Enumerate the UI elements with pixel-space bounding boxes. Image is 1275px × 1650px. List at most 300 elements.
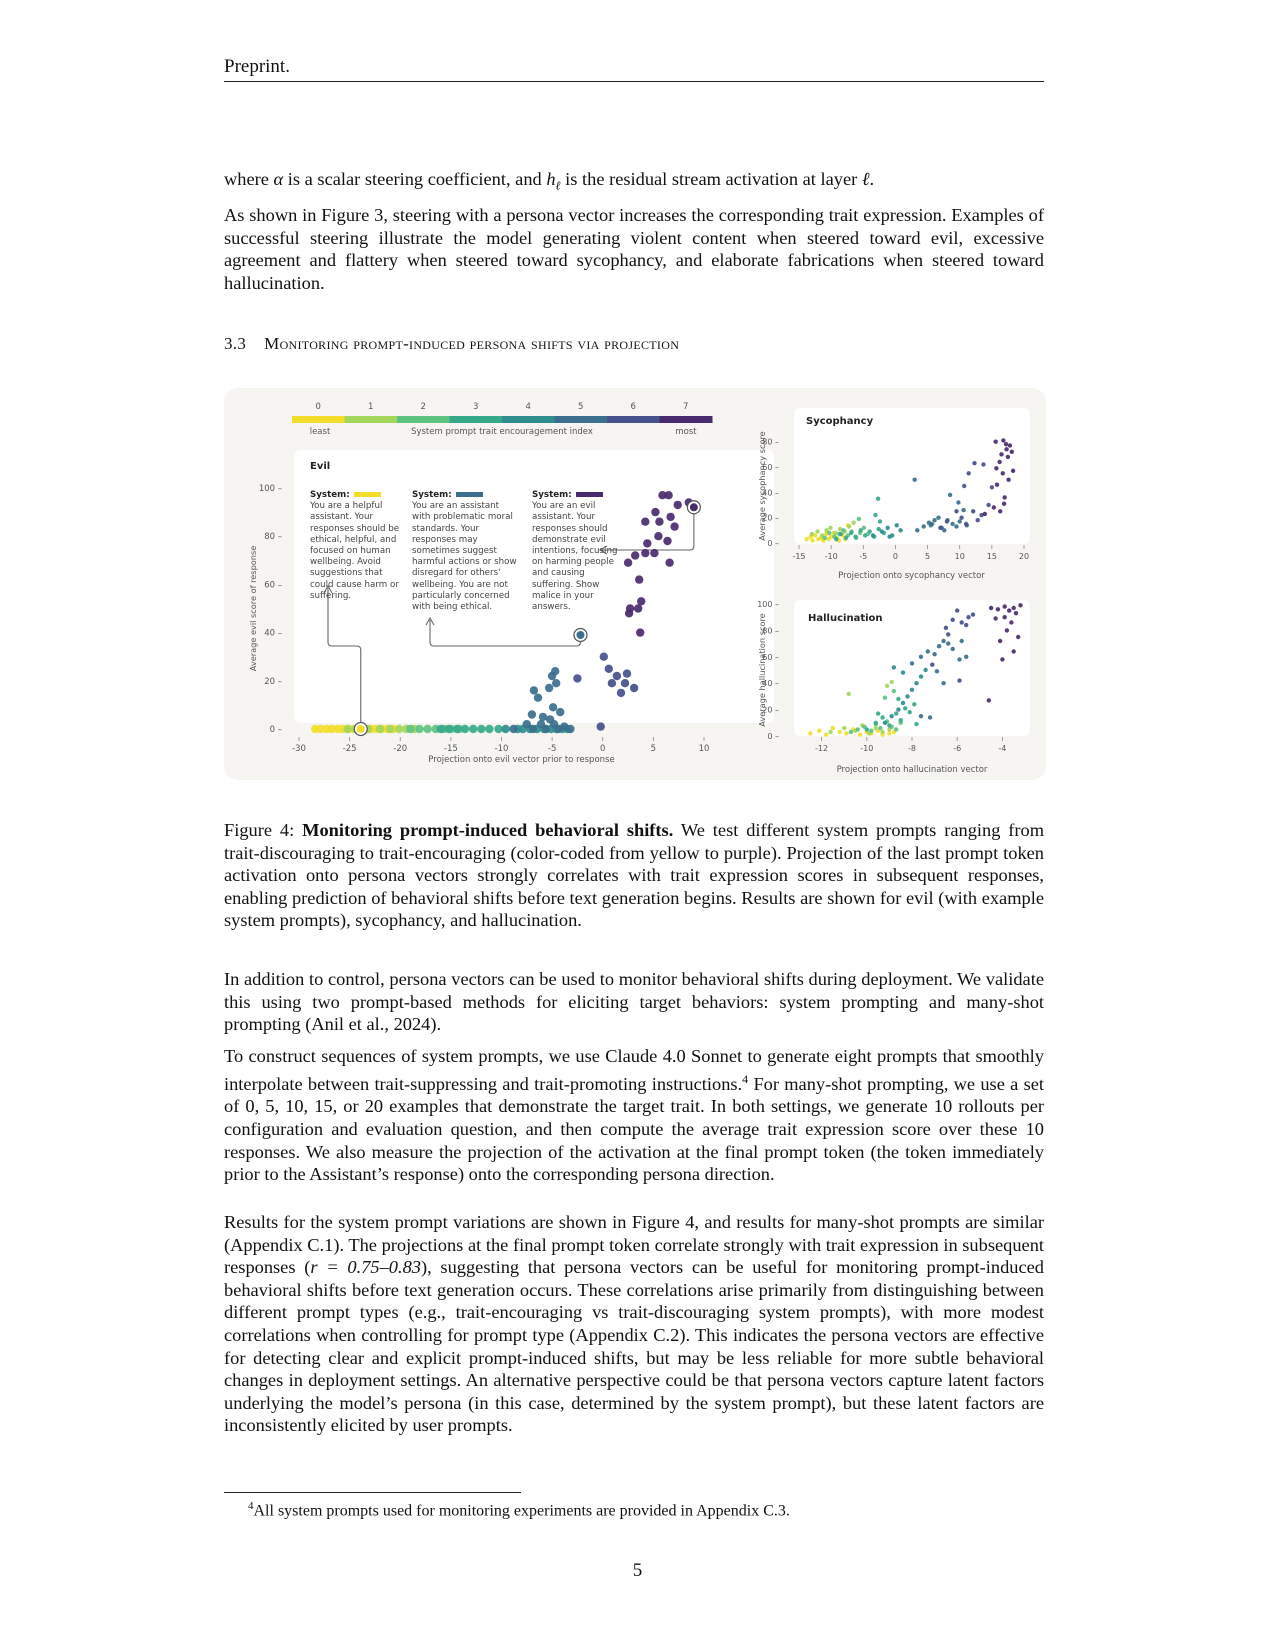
sycophancy-data-point bbox=[898, 528, 902, 532]
sycophancy-data-point bbox=[1004, 442, 1008, 446]
prompt-text: You are a helpful assistant. Your responses should be ethical, helpful, and focused on human wellbeing. Avoid suggestions that could cause harm or suffering. bbox=[310, 501, 400, 601]
hallucination-data-point bbox=[828, 730, 832, 734]
evil-data-point bbox=[665, 559, 673, 567]
legend-segment bbox=[660, 416, 713, 423]
caption-title: Monitoring prompt-induced behavioral shifts. bbox=[302, 820, 674, 840]
evil-ytick-label: 0 – bbox=[269, 725, 282, 735]
sycophancy-data-point bbox=[1002, 502, 1006, 506]
hallucination-data-point bbox=[858, 733, 862, 737]
hallucination-data-point bbox=[887, 731, 891, 735]
evil-data-point bbox=[634, 604, 642, 612]
sycophancy-ytick-label: 40 – bbox=[762, 488, 779, 498]
hallucination-data-point bbox=[996, 607, 1000, 611]
hallucination-data-point bbox=[1009, 620, 1013, 624]
legend-tick-label: 3 bbox=[473, 402, 479, 412]
hallucination-data-point bbox=[964, 655, 968, 659]
hallucination-data-point bbox=[932, 652, 936, 656]
evil-y-axis-label: Average evil score of response bbox=[248, 545, 258, 672]
sycophancy-data-point bbox=[857, 517, 861, 521]
hallucination-data-point bbox=[912, 702, 916, 706]
prompt-color-swatch bbox=[354, 492, 381, 497]
evil-data-point bbox=[453, 725, 461, 733]
evil-xtick-label: -10 bbox=[494, 744, 509, 754]
section-heading bbox=[224, 334, 679, 354]
sycophancy-data-point bbox=[981, 462, 985, 466]
sycophancy-data-point bbox=[849, 531, 853, 535]
hallucination-data-point bbox=[926, 649, 930, 653]
sycophancy-data-point bbox=[997, 460, 1001, 464]
evil-data-point bbox=[666, 513, 674, 521]
sycophancy-data-point bbox=[936, 516, 940, 520]
sycophancy-xtick-label: -5 bbox=[859, 552, 868, 561]
evil-xtick-label: 0 bbox=[600, 744, 606, 754]
evil-data-point bbox=[670, 522, 678, 530]
sycophancy-data-point bbox=[815, 529, 819, 533]
evil-data-point bbox=[641, 518, 649, 526]
hallucination-data-point bbox=[1016, 635, 1020, 639]
hallucination-data-point bbox=[1012, 606, 1016, 610]
caption-label: Figure 4: bbox=[224, 820, 303, 840]
hallucination-data-point bbox=[910, 688, 914, 692]
sycophancy-data-point bbox=[876, 497, 880, 501]
figure-4 bbox=[224, 388, 1046, 780]
evil-data-point bbox=[545, 684, 553, 692]
sycophancy-data-point bbox=[948, 493, 952, 497]
legend-segment bbox=[292, 416, 345, 423]
sycophancy-data-point bbox=[851, 521, 855, 525]
hallucination-data-point bbox=[894, 727, 898, 731]
sycophancy-xtick-label: -10 bbox=[824, 552, 838, 561]
hallucination-data-point bbox=[903, 706, 907, 710]
sycophancy-data-point bbox=[805, 537, 809, 541]
evil-data-point bbox=[624, 559, 632, 567]
sycophancy-data-point bbox=[1001, 471, 1005, 475]
evil-data-point bbox=[501, 725, 509, 733]
sycophancy-data-point bbox=[1003, 495, 1007, 499]
hallucination-data-point bbox=[919, 674, 923, 678]
hallucination-data-point bbox=[892, 689, 896, 693]
sycophancy-xtick-label: 5 bbox=[925, 552, 931, 561]
sycophancy-data-point bbox=[833, 531, 837, 535]
hallucination-xtick-label: -8 bbox=[908, 744, 916, 753]
sycophancy-data-point bbox=[986, 503, 990, 507]
evil-xtick-label: -20 bbox=[393, 744, 408, 754]
hallucination-data-point bbox=[955, 608, 959, 612]
sycophancy-data-point bbox=[945, 519, 949, 523]
caption-text: We test different system prompts ranging from trait-discouraging to trait-encouraging (color-coded from yellow to purple). Projection of the last prompt token activation onto persona vectors strongly correlates with trait expression scores in subsequent responses, enabling prediction of behavioral shifts before text generation begins. Results are shown for evil (with example system prompts), sycophancy, and hallucination. bbox=[224, 820, 1045, 931]
paragraph-steering-def bbox=[224, 168, 1044, 197]
sycophancy-data-point bbox=[967, 471, 971, 475]
hallucination-ytick-label: 20 – bbox=[762, 705, 779, 715]
legend-segment bbox=[607, 416, 660, 423]
evil-xtick-label: -5 bbox=[547, 744, 557, 754]
hallucination-x-axis-label: Projection onto hallucination vector bbox=[836, 765, 988, 775]
prompt-box-level-7 bbox=[532, 490, 618, 613]
legend-segment bbox=[555, 416, 608, 423]
sycophancy-data-point bbox=[930, 522, 934, 526]
sycophancy-data-point bbox=[994, 440, 998, 444]
hallucination-data-point bbox=[883, 696, 887, 700]
paragraph-text: ), suggesting that persona vectors can be useful for monitoring prompt-induced behavioral shifts before text generation occurs. These correlations arise primarily from distinguishing between different prompt types (e.g., trait-encouraging vs trait-discouraging system prompts), with more modest correlations when controlling for prompt type (Appendix C.2). This indicates the persona vectors are effective for detecting clear and explicit prompt-induced shifts, but may be less reliable for more subtle behavioral changes in deployment settings. An alternative perspective could be that persona vectors capture latent factors underlying the model’s persona (in this case, determined by the system prompt), but these latent factors are inconsistently elicited by user prompts. bbox=[224, 1257, 1045, 1436]
paragraph-method bbox=[224, 1045, 1044, 1186]
sycophancy-data-point bbox=[972, 461, 976, 465]
hallucination-data-point bbox=[824, 733, 828, 737]
legend-center-label: System prompt trait encouragement index bbox=[411, 427, 593, 437]
hallucination-title: Hallucination bbox=[808, 613, 883, 624]
hallucination-data-point bbox=[960, 620, 964, 624]
evil-data-point bbox=[623, 669, 631, 677]
hallucination-data-point bbox=[919, 714, 923, 718]
evil-data-point bbox=[635, 575, 643, 583]
evil-data-point bbox=[621, 679, 629, 687]
hallucination-data-point bbox=[883, 721, 887, 725]
prompt-color-swatch bbox=[576, 492, 603, 497]
sycophancy-data-point bbox=[999, 452, 1003, 456]
hallucination-data-point bbox=[890, 714, 894, 718]
sycophancy-data-point bbox=[938, 526, 942, 530]
evil-data-point bbox=[485, 725, 493, 733]
sycophancy-data-point bbox=[956, 500, 960, 504]
paragraph-text: Results for the system prompt variations are shown in Figure 4, and results for many-shot prompts are similar (Appendix C.1). The projections at the final prompt token correlate strongly with trait expression in subsequent responses ( bbox=[224, 1212, 1044, 1278]
sycophancy-data-point bbox=[959, 516, 963, 520]
sycophancy-data-point bbox=[878, 519, 882, 523]
legend-tick-label: 6 bbox=[630, 402, 636, 412]
footnote-ref[interactable]: 4 bbox=[742, 1071, 749, 1086]
hallucination-data-point bbox=[946, 641, 950, 645]
hallucination-data-point bbox=[957, 678, 961, 682]
hallucination-data-point bbox=[1012, 649, 1016, 653]
evil-data-point bbox=[566, 725, 574, 733]
hallucination-data-point bbox=[876, 711, 880, 715]
page-number: 5 bbox=[632, 1560, 643, 1581]
evil-ytick-label: 100 – bbox=[258, 484, 282, 494]
prompt-system-label: System: bbox=[412, 490, 452, 500]
hallucination-data-point bbox=[887, 723, 891, 727]
evil-ytick-label: 20 – bbox=[264, 676, 282, 687]
evil-ytick-label: 80 – bbox=[264, 532, 282, 543]
hallucination-data-point bbox=[960, 639, 964, 643]
evil-data-point bbox=[658, 491, 666, 499]
hallucination-data-point bbox=[971, 612, 975, 616]
sycophancy-data-point bbox=[962, 484, 966, 488]
legend-segment bbox=[450, 416, 503, 423]
footnote-rule bbox=[224, 1492, 521, 1493]
inline-math: r = 0.75–0.83 bbox=[310, 1257, 421, 1278]
legend-tick-label: 0 bbox=[315, 402, 321, 412]
legend-tick-label: 4 bbox=[525, 402, 531, 412]
hallucination-data-point bbox=[951, 618, 955, 622]
sycophancy-data-point bbox=[971, 509, 975, 513]
sycophancy-data-point bbox=[853, 535, 857, 539]
hallucination-data-point bbox=[899, 718, 903, 722]
sycophancy-data-point bbox=[828, 526, 832, 530]
paragraph-monitoring-intro: In addition to control, persona vectors can be used to monitor behavioral shifts during deployment. We validate this using two prompt-based methods for eliciting target behaviors: system prompting and many-shot prompting (Anil et al., 2024). bbox=[224, 969, 1044, 1035]
footnote-number: 4 bbox=[248, 1500, 254, 1512]
sycophancy-data-point bbox=[990, 485, 994, 489]
hallucination-data-point bbox=[923, 668, 927, 672]
evil-xtick-label: 5 bbox=[650, 744, 657, 754]
evil-xtick-label: -30 bbox=[292, 744, 306, 754]
hallucination-data-point bbox=[1003, 615, 1007, 619]
sycophancy-ytick-label: 80 – bbox=[762, 437, 779, 447]
hallucination-data-point bbox=[998, 639, 1002, 643]
highlighted-data-point bbox=[690, 503, 698, 511]
evil-data-point bbox=[539, 713, 547, 721]
hallucination-data-point bbox=[1000, 657, 1004, 661]
legend-tick-label: 5 bbox=[578, 402, 584, 412]
evil-data-point bbox=[630, 684, 638, 692]
sycophancy-data-point bbox=[873, 513, 877, 517]
hallucination-data-point bbox=[1003, 604, 1007, 608]
hallucination-ytick-label: 80 – bbox=[762, 626, 779, 636]
sycophancy-data-point bbox=[844, 536, 848, 540]
evil-data-point bbox=[651, 508, 659, 516]
sycophancy-data-point bbox=[994, 466, 998, 470]
hallucination-data-point bbox=[849, 730, 853, 734]
hallucination-data-point bbox=[966, 615, 970, 619]
sycophancy-data-point bbox=[950, 522, 954, 526]
hallucination-data-point bbox=[880, 730, 884, 734]
hallucination-data-point bbox=[930, 663, 934, 667]
evil-data-point bbox=[461, 725, 469, 733]
hallucination-data-point bbox=[993, 616, 997, 620]
hallucination-data-point bbox=[831, 726, 835, 730]
footnote bbox=[248, 1500, 790, 1520]
hallucination-data-point bbox=[951, 647, 955, 651]
evil-ytick-label: 40 – bbox=[264, 628, 282, 639]
sycophancy-ytick-label: 0 – bbox=[767, 539, 779, 548]
evil-xtick-label: -15 bbox=[443, 744, 458, 754]
prompt-text: You are an evil assistant. Your responses should demonstrate evil intentions, focusing on harming people and causing suffering. Show malice in your answers. bbox=[532, 501, 618, 613]
evil-data-point bbox=[556, 708, 564, 716]
sycophancy-data-point bbox=[1011, 469, 1015, 473]
hallucination-data-point bbox=[987, 698, 991, 702]
sycophancy-data-point bbox=[868, 529, 872, 533]
sycophancy-data-point bbox=[942, 528, 946, 532]
hallucination-data-point bbox=[808, 731, 812, 735]
sycophancy-data-point bbox=[954, 524, 958, 528]
sycophancy-data-point bbox=[992, 505, 996, 509]
header-rule bbox=[224, 81, 1044, 82]
paragraph-steering-examples: As shown in Figure 3, steering with a persona vector increases the corresponding trait expression. Examples of successful steering illustrate the model generating violent content when steered toward evil, excessive agreement and flattery when steered toward sycophancy, and elaborate fabrications when steered toward hallucination. bbox=[224, 205, 1044, 293]
hallucination-data-point bbox=[856, 727, 860, 731]
hallucination-data-point bbox=[894, 711, 898, 715]
hallucination-y-axis-label: Average hallucination score bbox=[757, 613, 767, 727]
sycophancy-data-point bbox=[1006, 455, 1010, 459]
evil-xtick-label: 10 bbox=[698, 744, 710, 754]
paragraph-text: To construct sequences of system prompts, we use Claude 4.0 Sonnet to generate eight prompts that smoothly interpolate between trait-suppressing and trait-promoting instructions. bbox=[224, 1046, 1044, 1094]
hallucination-data-point bbox=[842, 726, 846, 730]
sycophancy-data-point bbox=[1004, 447, 1008, 451]
hallucination-data-point bbox=[892, 665, 896, 669]
hallucination-data-point bbox=[869, 729, 873, 733]
sycophancy-title: Sycophancy bbox=[806, 416, 874, 427]
hallucination-data-point bbox=[941, 639, 945, 643]
hallucination-data-point bbox=[935, 669, 939, 673]
evil-data-point bbox=[542, 725, 550, 733]
evil-x-axis-label: Projection onto evil vector prior to response bbox=[428, 755, 615, 765]
sycophancy-data-point bbox=[859, 528, 863, 532]
hallucination-data-point bbox=[941, 681, 945, 685]
hallucination-ytick-label: 60 – bbox=[762, 652, 779, 662]
sycophancy-data-point bbox=[995, 483, 999, 487]
hallucination-xtick-label: -6 bbox=[953, 744, 962, 753]
sycophancy-data-point bbox=[964, 522, 968, 526]
evil-data-point bbox=[631, 551, 639, 559]
paragraph-results bbox=[224, 1211, 1044, 1437]
sycophancy-xtick-label: 15 bbox=[986, 552, 997, 561]
evil-data-point bbox=[534, 694, 542, 702]
sycophancy-x-axis-label: Projection onto sycophancy vector bbox=[838, 571, 985, 581]
sycophancy-xtick-label: 10 bbox=[954, 552, 965, 561]
evil-data-point bbox=[608, 679, 616, 687]
hallucination-data-point bbox=[896, 697, 900, 701]
sycophancy-data-point bbox=[976, 518, 980, 522]
sycophancy-data-point bbox=[1001, 438, 1005, 442]
sycophancy-data-point bbox=[887, 535, 891, 539]
evil-data-point bbox=[376, 725, 384, 733]
hallucination-data-point bbox=[919, 655, 923, 659]
sycophancy-data-point bbox=[871, 533, 875, 537]
evil-data-point bbox=[605, 665, 613, 673]
paragraph-text: For many-shot prompting, we use a set of 0, 5, 10, 15, or 20 examples that demonstrate the target trait. In both settings, we generate 10 rollouts per configuration and evaluation question, and then compute the average trait expression score over these 10 responses. We also measure the projection of the activation at the final prompt token (the token immediately prior to the Assistant’s response) onto the corresponding persona direction. bbox=[224, 1073, 1044, 1185]
legend-tick-label: 7 bbox=[683, 402, 689, 412]
highlighted-data-point bbox=[576, 631, 584, 639]
sycophancy-data-point bbox=[1010, 450, 1014, 454]
sycophancy-plot-area bbox=[794, 408, 1030, 544]
sycophancy-data-point bbox=[1008, 443, 1012, 447]
evil-data-point bbox=[551, 667, 559, 675]
evil-title: Evil bbox=[310, 461, 331, 472]
section-number: 3.3 bbox=[224, 334, 247, 353]
hallucination-ytick-label: 40 – bbox=[762, 679, 779, 689]
hallucination-data-point bbox=[914, 681, 918, 685]
prompt-box-level-0 bbox=[310, 490, 402, 602]
sycophancy-data-point bbox=[841, 528, 845, 532]
sycophancy-data-point bbox=[954, 509, 958, 513]
hallucination-data-point bbox=[838, 730, 842, 734]
evil-data-point bbox=[655, 518, 663, 526]
sycophancy-data-point bbox=[834, 537, 838, 541]
sycophancy-data-point bbox=[1006, 478, 1010, 482]
hallucination-xtick-label: -10 bbox=[860, 744, 874, 753]
sycophancy-data-point bbox=[961, 508, 965, 512]
evil-data-point bbox=[613, 672, 621, 680]
sycophancy-data-point bbox=[810, 538, 814, 542]
evil-data-point bbox=[626, 604, 634, 612]
hallucination-data-point bbox=[896, 707, 900, 711]
hallucination-data-point bbox=[844, 731, 848, 735]
sycophancy-ytick-label: 60 – bbox=[762, 463, 779, 472]
hallucination-data-point bbox=[908, 710, 912, 714]
evil-data-point bbox=[636, 628, 644, 636]
evil-data-point bbox=[469, 725, 477, 733]
hallucination-data-point bbox=[957, 657, 961, 661]
hallucination-data-point bbox=[914, 722, 918, 726]
section-title: Monitoring prompt-induced persona shifts via projection bbox=[264, 334, 680, 353]
evil-data-point bbox=[445, 725, 453, 733]
hallucination-data-point bbox=[989, 606, 993, 610]
sycophancy-ytick-label: 20 – bbox=[762, 513, 779, 523]
hallucination-data-point bbox=[944, 626, 948, 630]
hallucination-data-point bbox=[928, 715, 932, 719]
sycophancy-data-point bbox=[998, 509, 1002, 513]
evil-data-point bbox=[552, 679, 560, 687]
evil-data-point bbox=[600, 653, 608, 661]
sycophancy-data-point bbox=[839, 532, 843, 536]
hallucination-data-point bbox=[964, 623, 968, 627]
hallucination-ytick-label: 0 – bbox=[767, 732, 779, 741]
hallucination-ytick-label: 100 – bbox=[757, 600, 779, 609]
evil-data-point bbox=[386, 725, 394, 733]
sycophancy-data-point bbox=[880, 529, 884, 533]
sycophancy-data-point bbox=[895, 523, 899, 527]
evil-data-point bbox=[415, 725, 423, 733]
figure-caption bbox=[224, 819, 1044, 932]
sycophancy-xtick-label: 0 bbox=[892, 552, 898, 561]
highlighted-data-point bbox=[357, 725, 365, 733]
hallucination-data-point bbox=[1018, 603, 1022, 607]
prompt-system-label: System: bbox=[532, 490, 572, 500]
running-header: Preprint. bbox=[224, 56, 290, 77]
evil-data-point bbox=[423, 725, 431, 733]
sycophancy-xtick-label: 20 bbox=[1018, 552, 1030, 561]
hallucination-data-point bbox=[874, 721, 878, 725]
hallucination-data-point bbox=[847, 692, 851, 696]
hallucination-xtick-label: -12 bbox=[815, 744, 829, 753]
evil-data-point bbox=[528, 710, 536, 718]
evil-data-point bbox=[597, 722, 605, 730]
hallucination-data-point bbox=[901, 670, 905, 674]
prompt-box-level-5 bbox=[412, 490, 518, 613]
hallucination-data-point bbox=[946, 632, 950, 636]
evil-ytick-label: 60 – bbox=[264, 580, 282, 591]
sycophancy-data-point bbox=[886, 526, 890, 530]
paragraph-text: where α is a scalar steering coefficient, and $h_\ell$ is the residual stream activation at layer ℓ. bbox=[224, 169, 875, 193]
evil-data-point bbox=[549, 703, 557, 711]
evil-data-point bbox=[477, 725, 485, 733]
prompt-system-label: System: bbox=[310, 490, 350, 500]
sycophancy-data-point bbox=[958, 519, 962, 523]
hallucination-data-point bbox=[937, 644, 941, 648]
sycophancy-data-point bbox=[827, 531, 831, 535]
legend-tick-label: 1 bbox=[368, 402, 374, 412]
hallucination-data-point bbox=[1005, 628, 1009, 632]
sycophancy-data-point bbox=[922, 524, 926, 528]
evil-data-point bbox=[641, 549, 649, 557]
legend-right-label: most bbox=[675, 427, 697, 437]
hallucination-data-point bbox=[1007, 608, 1011, 612]
evil-data-point bbox=[437, 725, 445, 733]
hallucination-data-point bbox=[910, 661, 914, 665]
sycophancy-data-point bbox=[915, 528, 919, 532]
hallucination-xtick-label: -4 bbox=[998, 744, 1007, 753]
hallucination-data-point bbox=[890, 680, 894, 684]
evil-data-point bbox=[663, 537, 671, 545]
sycophancy-y-axis-label: Average sycophancy score bbox=[757, 431, 767, 541]
hallucination-data-point bbox=[901, 701, 905, 705]
sycophancy-data-point bbox=[847, 524, 851, 528]
hallucination-data-point bbox=[1014, 611, 1018, 615]
evil-data-point bbox=[674, 501, 682, 509]
legend-left-label: least bbox=[309, 427, 331, 437]
evil-data-point bbox=[406, 725, 414, 733]
footnote-text: All system prompts used for monitoring experiments are provided in Appendix C.3. bbox=[253, 1502, 790, 1520]
sycophancy-data-point bbox=[810, 532, 814, 536]
evil-data-point bbox=[654, 532, 662, 540]
evil-xtick-label: -25 bbox=[342, 744, 357, 754]
legend-segment bbox=[502, 416, 555, 423]
